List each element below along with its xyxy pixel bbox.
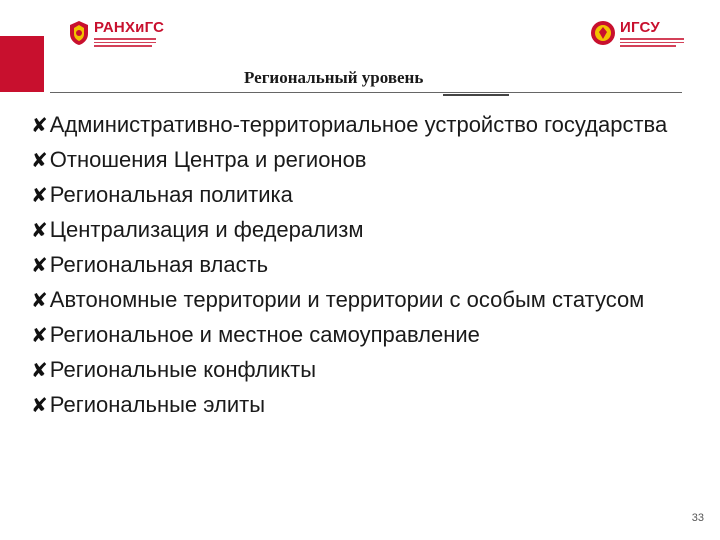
ranepa-logo-lines xyxy=(94,38,164,47)
cross-bullet-icon: ✘ xyxy=(31,395,48,417)
list-item-text: Автономные территории и территории с особым статусом xyxy=(49,287,645,312)
list-item-text: Региональные элиты xyxy=(49,392,266,417)
cross-bullet-icon: ✘ xyxy=(31,115,48,137)
list-item xyxy=(31,388,701,423)
igsu-emblem-icon xyxy=(590,20,616,46)
list-item-text: Региональное и местное самоуправление xyxy=(49,322,480,347)
list-item xyxy=(31,178,701,213)
title-underline xyxy=(443,94,509,96)
igsu-logo-lines xyxy=(620,38,684,47)
title-divider xyxy=(50,92,682,93)
igsu-logo xyxy=(590,20,684,47)
list-item-text: Региональная власть xyxy=(49,252,269,277)
cross-bullet-icon: ✘ xyxy=(31,290,48,312)
cross-bullet-icon: ✘ xyxy=(31,255,48,277)
list-item xyxy=(31,108,701,143)
list-item-text: Региональная политика xyxy=(49,182,293,207)
page-number: 33 xyxy=(691,512,704,524)
ranepa-logo-name: РАНХиГС xyxy=(94,19,165,36)
cross-bullet-icon: ✘ xyxy=(31,150,48,172)
cross-bullet-icon: ✘ xyxy=(31,185,48,207)
list-item xyxy=(31,318,701,353)
list-item xyxy=(31,248,701,283)
list-item xyxy=(31,353,701,388)
list-item xyxy=(31,283,701,318)
igsu-logo-name: ИГСУ xyxy=(620,19,660,36)
list-item xyxy=(31,143,701,178)
list-item-text: Региональные конфликты xyxy=(49,357,317,382)
slide-title: Региональный уровень xyxy=(244,68,424,87)
list-item-text: Административно-территориальное устройство государства xyxy=(49,112,668,137)
ranepa-emblem-icon xyxy=(68,20,90,46)
cross-bullet-icon: ✘ xyxy=(31,360,48,382)
cross-bullet-icon: ✘ xyxy=(31,220,48,242)
list-item xyxy=(31,213,701,248)
cross-bullet-icon: ✘ xyxy=(31,325,48,347)
list-item-text: Отношения Центра и регионов xyxy=(49,147,367,172)
red-accent-bar xyxy=(0,36,44,92)
list-item-text: Централизация и федерализм xyxy=(49,217,364,242)
ranepa-logo xyxy=(68,20,164,47)
bullet-list xyxy=(31,108,701,423)
